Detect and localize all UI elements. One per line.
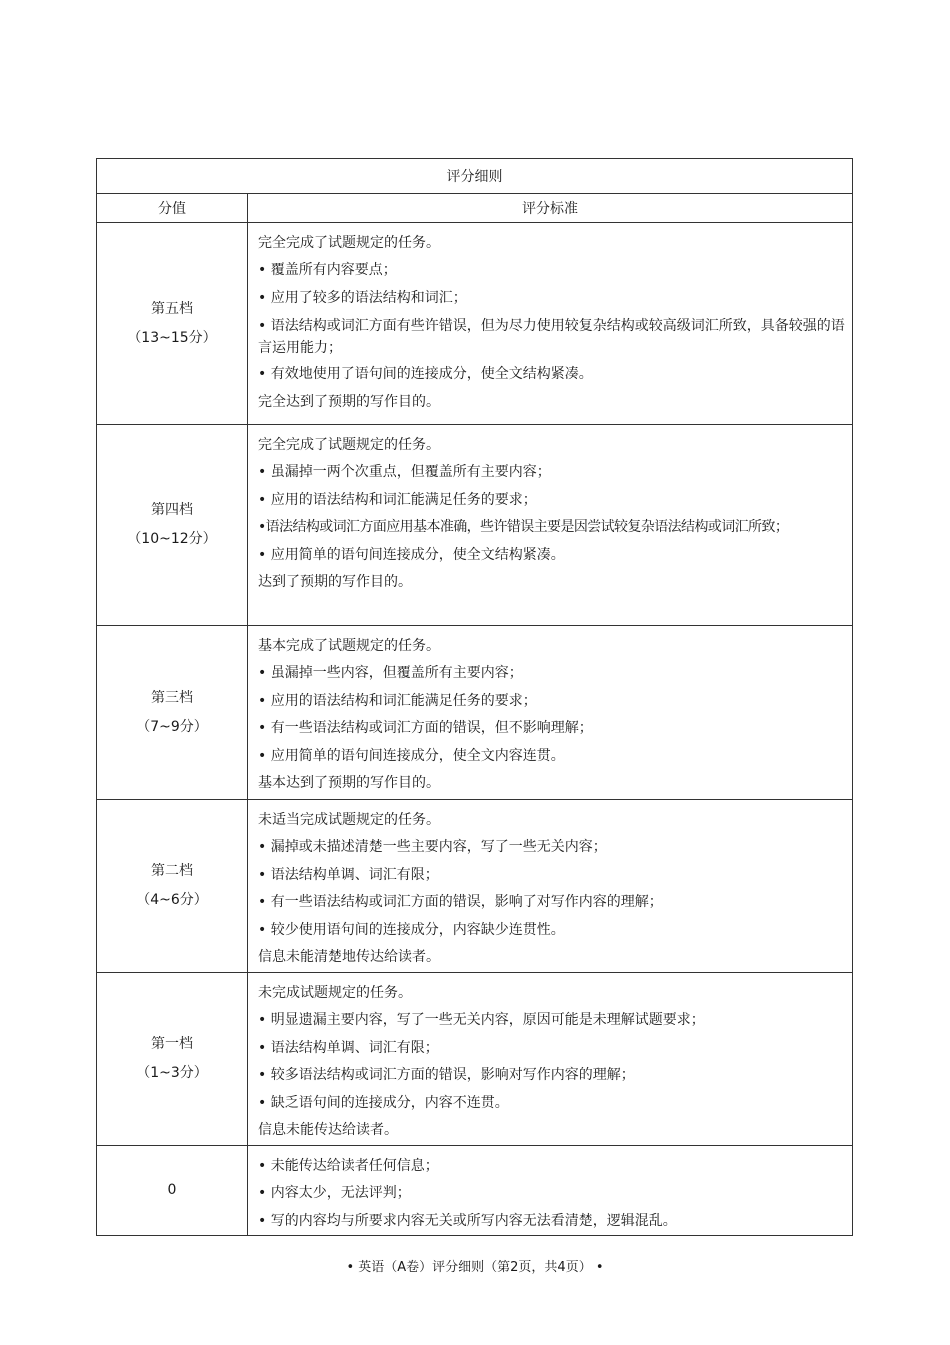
criteria-cell (248, 973, 853, 1146)
criteria-line: • 有一些语法结构或词汇方面的错误，但不影响理解； (258, 720, 593, 737)
criteria-line: 基本达到了预期的写作目的。 (258, 775, 440, 792)
criteria-cell (248, 223, 853, 425)
grade-label: 第三档 (151, 689, 193, 706)
criteria-line: •语法结构或词汇方面应用基本准确，些许错误主要是因尝试较复杂语法结构或词汇所致； (258, 519, 789, 536)
table-row (97, 425, 853, 626)
grade-label: 第一档 (151, 1036, 193, 1052)
criteria-line: • 有一些语法结构或词汇方面的错误，影响了对写作内容的理解； (258, 894, 663, 911)
score-column-header: 分值 (97, 194, 248, 223)
criteria-line: • 覆盖所有内容要点； (258, 262, 397, 279)
criteria-line: • 未能传达给读者任何信息； (258, 1158, 439, 1174)
rubric-table (96, 158, 853, 1236)
grade-label: 第二档 (151, 863, 193, 879)
criteria-line: • 缺乏语句间的连接成分，内容不连贯。 (258, 1094, 509, 1111)
criteria-line: • 应用的语法结构和词汇能满足任务的要求； (258, 491, 537, 508)
criteria-line: 基本完成了试题规定的任务。 (258, 638, 440, 654)
criteria-cell (248, 425, 853, 626)
criteria-line: • 应用的语法结构和词汇能满足任务的要求； (258, 692, 537, 709)
criteria-line: • 内容太少，无法评判； (258, 1185, 411, 1202)
criteria-line: • 应用简单的语句间连接成分，使全文结构紧凑。 (258, 546, 565, 563)
criteria-line: • 写的内容均与所要求内容无关或所写内容无法看清楚，逻辑混乱。 (258, 1212, 677, 1229)
criteria-line: • 漏掉或未描述清楚一些主要内容，写了一些无关内容； (258, 839, 607, 856)
criteria-line: • 较少使用语句间的连接成分，内容缺少连贯性。 (258, 921, 565, 938)
score-cell (97, 425, 248, 626)
grade-label: 第五档 (151, 300, 193, 317)
page-footer: • 英语（A卷）评分细则（第2页，共4页） • (346, 1260, 604, 1275)
grade-range: （7~9分） (136, 718, 208, 735)
criteria-line: • 语法结构单调、词汇有限； (258, 1039, 439, 1056)
criteria-cell (248, 800, 853, 973)
criteria-line: 完全达到了预期的写作目的。 (258, 393, 440, 410)
criteria-line: • 有效地使用了语句间的连接成分，使全文结构紧凑。 (258, 366, 593, 383)
grade-label: 第四档 (151, 502, 193, 518)
grade-range: （13~15分） (127, 329, 217, 346)
criteria-line: • 应用了较多的语法结构和词汇； (258, 289, 467, 306)
score-cell (97, 800, 248, 973)
table-row (97, 223, 853, 425)
criteria-line: • 较多语法结构或词汇方面的错误，影响对写作内容的理解； (258, 1067, 635, 1084)
table-row (97, 973, 853, 1146)
grade-range: （10~12分） (127, 531, 217, 547)
grade-range: （4~6分） (136, 892, 208, 908)
score-cell (97, 223, 248, 425)
table-row (97, 1146, 853, 1236)
criteria-line: 未适当完成试题规定的任务。 (258, 812, 440, 828)
criteria-line: 完全完成了试题规定的任务。 (258, 235, 440, 251)
criteria-cell (248, 1146, 853, 1236)
table-row (97, 800, 853, 973)
criteria-line: 完全完成了试题规定的任务。 (258, 437, 440, 453)
criteria-line: • 语法结构单调、词汇有限； (258, 866, 439, 883)
criteria-line: • 语法结构或词汇方面有些许错误，但为尽力使用较复杂结构或较高级词汇所致，具备较强的语言运用能力； (258, 318, 845, 357)
criteria-line: 未完成试题规定的任务。 (258, 985, 412, 1001)
criteria-cell (248, 626, 853, 800)
criteria-line: • 应用简单的语句间连接成分，使全文内容连贯。 (258, 747, 565, 764)
grade-label: 0 (167, 1182, 177, 1199)
grade-range: （1~3分） (136, 1065, 208, 1081)
table-row (97, 626, 853, 800)
score-cell (97, 1146, 248, 1236)
score-cell (97, 973, 248, 1146)
criteria-line: 达到了预期的写作目的。 (258, 574, 412, 591)
criteria-column-header: 评分标准 (248, 194, 853, 223)
table-header-row (97, 194, 853, 223)
criteria-line: • 明显遗漏主要内容，写了一些无关内容，原因可能是未理解试题要求； (258, 1012, 705, 1029)
criteria-line: 信息未能传达给读者。 (258, 1122, 398, 1139)
table-title-row (97, 159, 853, 194)
criteria-line: 信息未能清楚地传达给读者。 (258, 949, 440, 966)
table-title: 评分细则 (97, 159, 853, 194)
criteria-line: • 虽漏掉一两个次重点，但覆盖所有主要内容； (258, 464, 551, 481)
score-cell (97, 626, 248, 800)
criteria-line: • 虽漏掉一些内容，但覆盖所有主要内容； (258, 665, 523, 682)
